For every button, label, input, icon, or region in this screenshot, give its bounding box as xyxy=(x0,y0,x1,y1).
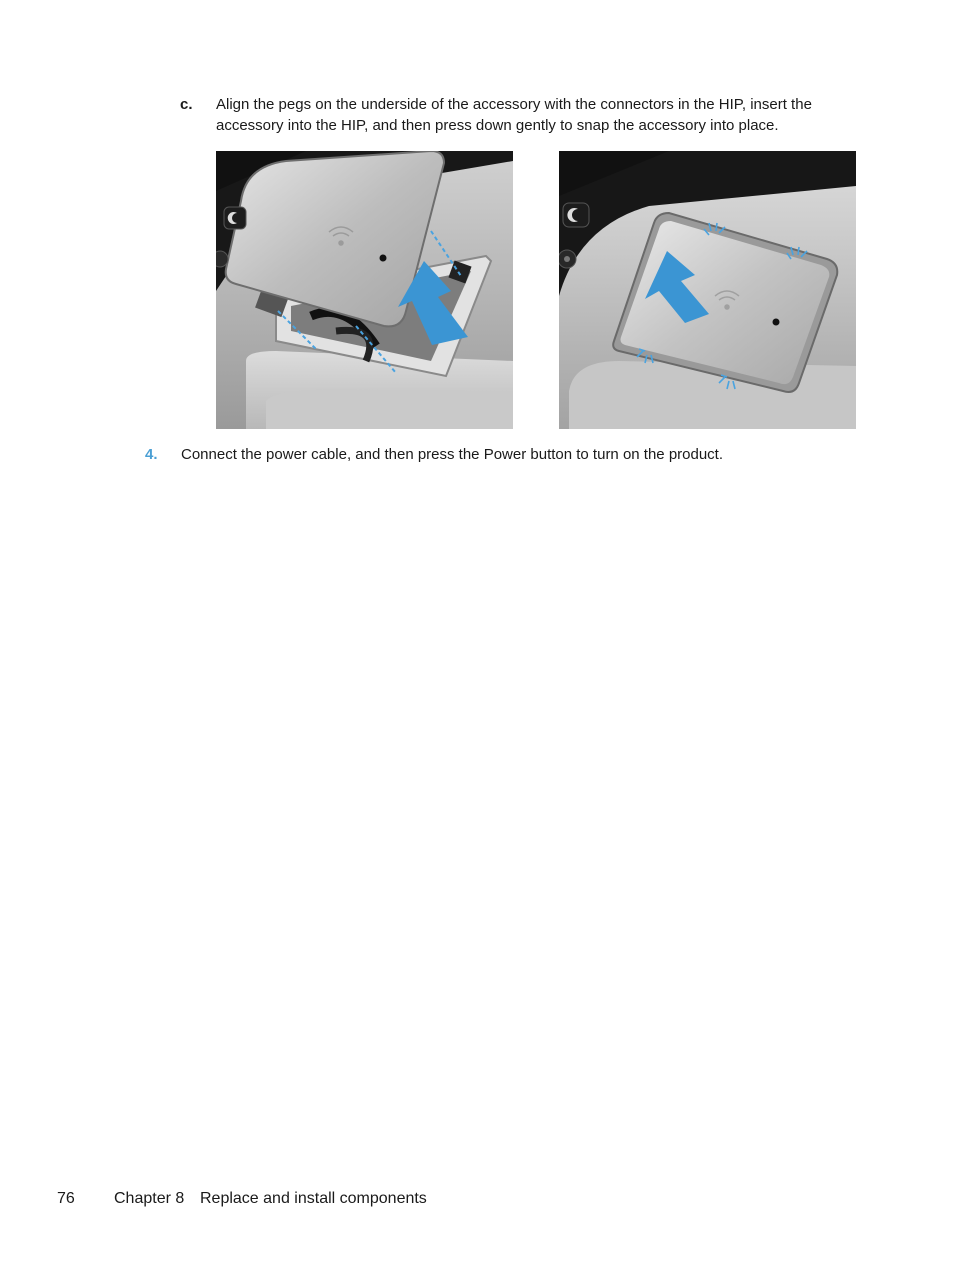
step-c-text: Align the pegs on the underside of the accessory with the connectors in the HIP, insert the accessory into the HIP, and then press down gently to snap the accessory into place. xyxy=(216,96,812,134)
snap-accessory-into-place-illustration xyxy=(559,151,856,429)
step-4-marker: 4. xyxy=(145,446,158,463)
step-c-marker: c. xyxy=(180,96,193,113)
step-4-text: Connect the power cable, and then press the Power button to turn on the product. xyxy=(181,446,724,463)
chapter-title: Replace and install components xyxy=(200,1190,427,1207)
page-number: 76 xyxy=(57,1190,75,1207)
chapter-label: Chapter 8 xyxy=(114,1190,185,1207)
insert-accessory-illustration xyxy=(216,151,513,429)
